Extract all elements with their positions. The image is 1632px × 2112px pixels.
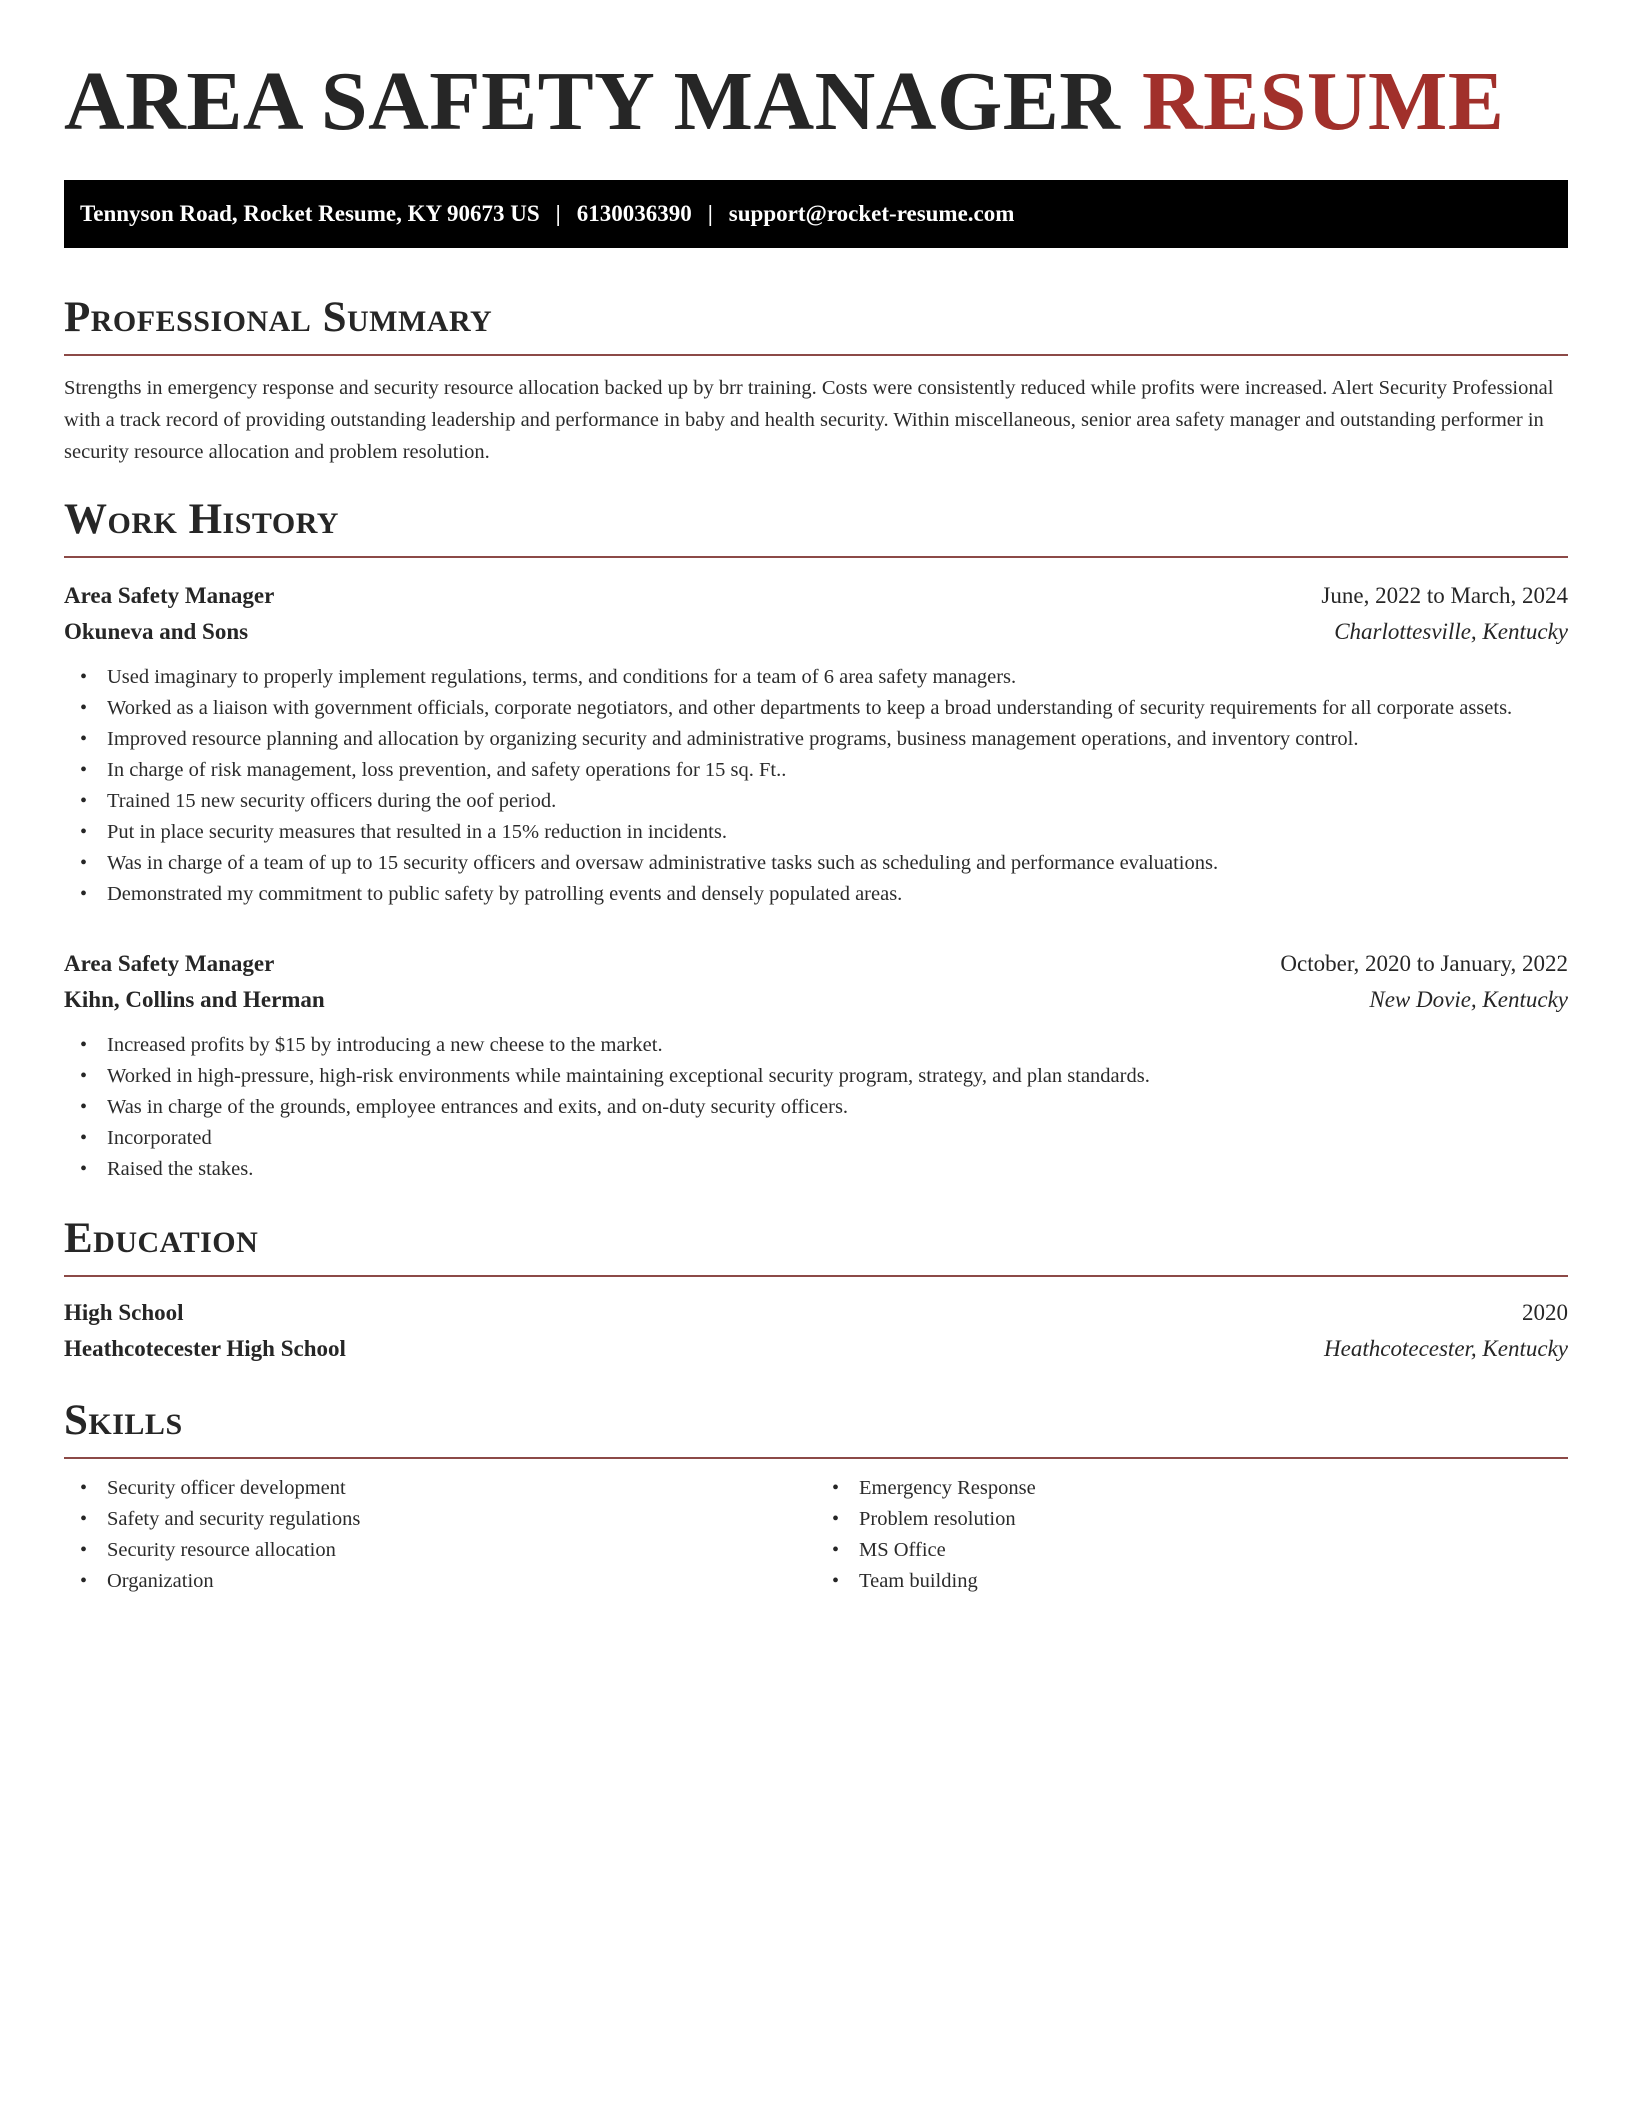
education-heading: Education bbox=[64, 1215, 259, 1262]
job-bullet: • Worked in high-pressure, high-risk environments while maintaining exceptional security program, strategy, and plan standards. bbox=[64, 1061, 1568, 1092]
job-location: New Dovie, Kentucky bbox=[1369, 987, 1568, 1012]
education-year: 2020 bbox=[1522, 1300, 1568, 1325]
job-bullet: • Incorporated bbox=[64, 1123, 1568, 1154]
contact-phone: 6130036390 bbox=[576, 201, 692, 226]
section-divider bbox=[64, 1275, 1568, 1277]
skill-item: • Security officer development bbox=[64, 1473, 816, 1504]
job-bullet: • Raised the stakes. bbox=[64, 1154, 1568, 1185]
skill-item: • Organization bbox=[64, 1566, 816, 1597]
title-main: AREA SAFETY MANAGER bbox=[64, 55, 1121, 148]
skills-list bbox=[64, 1473, 816, 1597]
title-accent: RESUME bbox=[1141, 55, 1505, 148]
job-bullet: • Demonstrated my commitment to public safety by patrolling events and densely populated areas. bbox=[64, 879, 1568, 910]
job-header-row bbox=[64, 946, 1568, 982]
skills-column-left bbox=[64, 1473, 816, 1597]
skills-list bbox=[816, 1473, 1568, 1597]
job-dates: June, 2022 to March, 2024 bbox=[1321, 583, 1568, 608]
skill-item: • Problem resolution bbox=[816, 1504, 1568, 1535]
work-history-heading: Work History bbox=[64, 496, 339, 543]
job-bullet: • Improved resource planning and allocation by organizing security and administrative programs, business management operations, and inventory control. bbox=[64, 724, 1568, 755]
section-divider bbox=[64, 354, 1568, 356]
job-bullet: • Was in charge of the grounds, employee entrances and exits, and on-duty security officers. bbox=[64, 1092, 1568, 1123]
job-bullet: • Was in charge of a team of up to 15 security officers and oversaw administrative tasks such as scheduling and performance evaluations. bbox=[64, 848, 1568, 879]
job-bullets bbox=[64, 1030, 1568, 1185]
skill-item: • Safety and security regulations bbox=[64, 1504, 816, 1535]
education-entry bbox=[64, 1295, 1568, 1367]
skills-column-right bbox=[816, 1473, 1568, 1597]
job-bullet: • Worked as a liaison with government officials, corporate negotiators, and other departments to keep a broad understanding of security requirements for all corporate assets. bbox=[64, 693, 1568, 724]
education-degree-row bbox=[64, 1295, 1568, 1331]
skill-item: • Team building bbox=[816, 1566, 1568, 1597]
job-location: Charlottesville, Kentucky bbox=[1334, 619, 1568, 644]
job-bullets bbox=[64, 662, 1568, 910]
job-bullet: • Put in place security measures that resulted in a 15% reduction in incidents. bbox=[64, 817, 1568, 848]
skill-item: • Security resource allocation bbox=[64, 1535, 816, 1566]
job-company: Okuneva and Sons bbox=[64, 619, 249, 644]
job-company-row bbox=[64, 982, 1568, 1018]
contact-email: support@rocket-resume.com bbox=[728, 201, 1015, 226]
job-company: Kihn, Collins and Herman bbox=[64, 987, 325, 1012]
job-dates: October, 2020 to January, 2022 bbox=[1280, 951, 1568, 976]
education-school-row bbox=[64, 1331, 1568, 1367]
resume-title bbox=[64, 56, 1568, 148]
job-title: Area Safety Manager bbox=[64, 583, 275, 608]
job-company-row bbox=[64, 614, 1568, 650]
job-bullet: • Increased profits by $15 by introducing a new cheese to the market. bbox=[64, 1030, 1568, 1061]
work-history-section bbox=[64, 494, 1568, 1185]
section-divider bbox=[64, 556, 1568, 558]
education-school: Heathcotecester High School bbox=[64, 1336, 346, 1361]
education-degree: High School bbox=[64, 1300, 184, 1325]
job-bullet: • Trained 15 new security officers during the oof period. bbox=[64, 786, 1568, 817]
skills-grid bbox=[64, 1473, 1568, 1597]
job-bullet: • Used imaginary to properly implement regulations, terms, and conditions for a team of 6 area safety managers. bbox=[64, 662, 1568, 693]
job-bullet: • In charge of risk management, loss prevention, and safety operations for 15 sq. Ft.. bbox=[64, 755, 1568, 786]
job-entry bbox=[64, 946, 1568, 1185]
summary-heading: Professional Summary bbox=[64, 294, 493, 341]
skills-heading: Skills bbox=[64, 1397, 183, 1444]
section-divider bbox=[64, 1457, 1568, 1459]
summary-section bbox=[64, 292, 1568, 468]
job-title: Area Safety Manager bbox=[64, 951, 275, 976]
job-entry bbox=[64, 578, 1568, 910]
skills-section bbox=[64, 1395, 1568, 1597]
education-section bbox=[64, 1213, 1568, 1367]
contact-separator: | bbox=[707, 201, 713, 226]
contact-bar bbox=[64, 180, 1568, 248]
education-location: Heathcotecester, Kentucky bbox=[1324, 1336, 1568, 1361]
skill-item: • MS Office bbox=[816, 1535, 1568, 1566]
contact-address: Tennyson Road, Rocket Resume, KY 90673 US bbox=[80, 201, 540, 226]
contact-separator: | bbox=[555, 201, 561, 226]
skill-item: • Emergency Response bbox=[816, 1473, 1568, 1504]
job-header-row bbox=[64, 578, 1568, 614]
summary-text: Strengths in emergency response and security resource allocation backed up by brr training. Costs were consistently reduced while profits were increased. Alert Security Professional with a track record of providing outstanding leadership and performance in baby and health security. Within miscellaneous, senior area safety manager and outstanding performer in security resource allocation and problem resolution. bbox=[64, 377, 1554, 463]
